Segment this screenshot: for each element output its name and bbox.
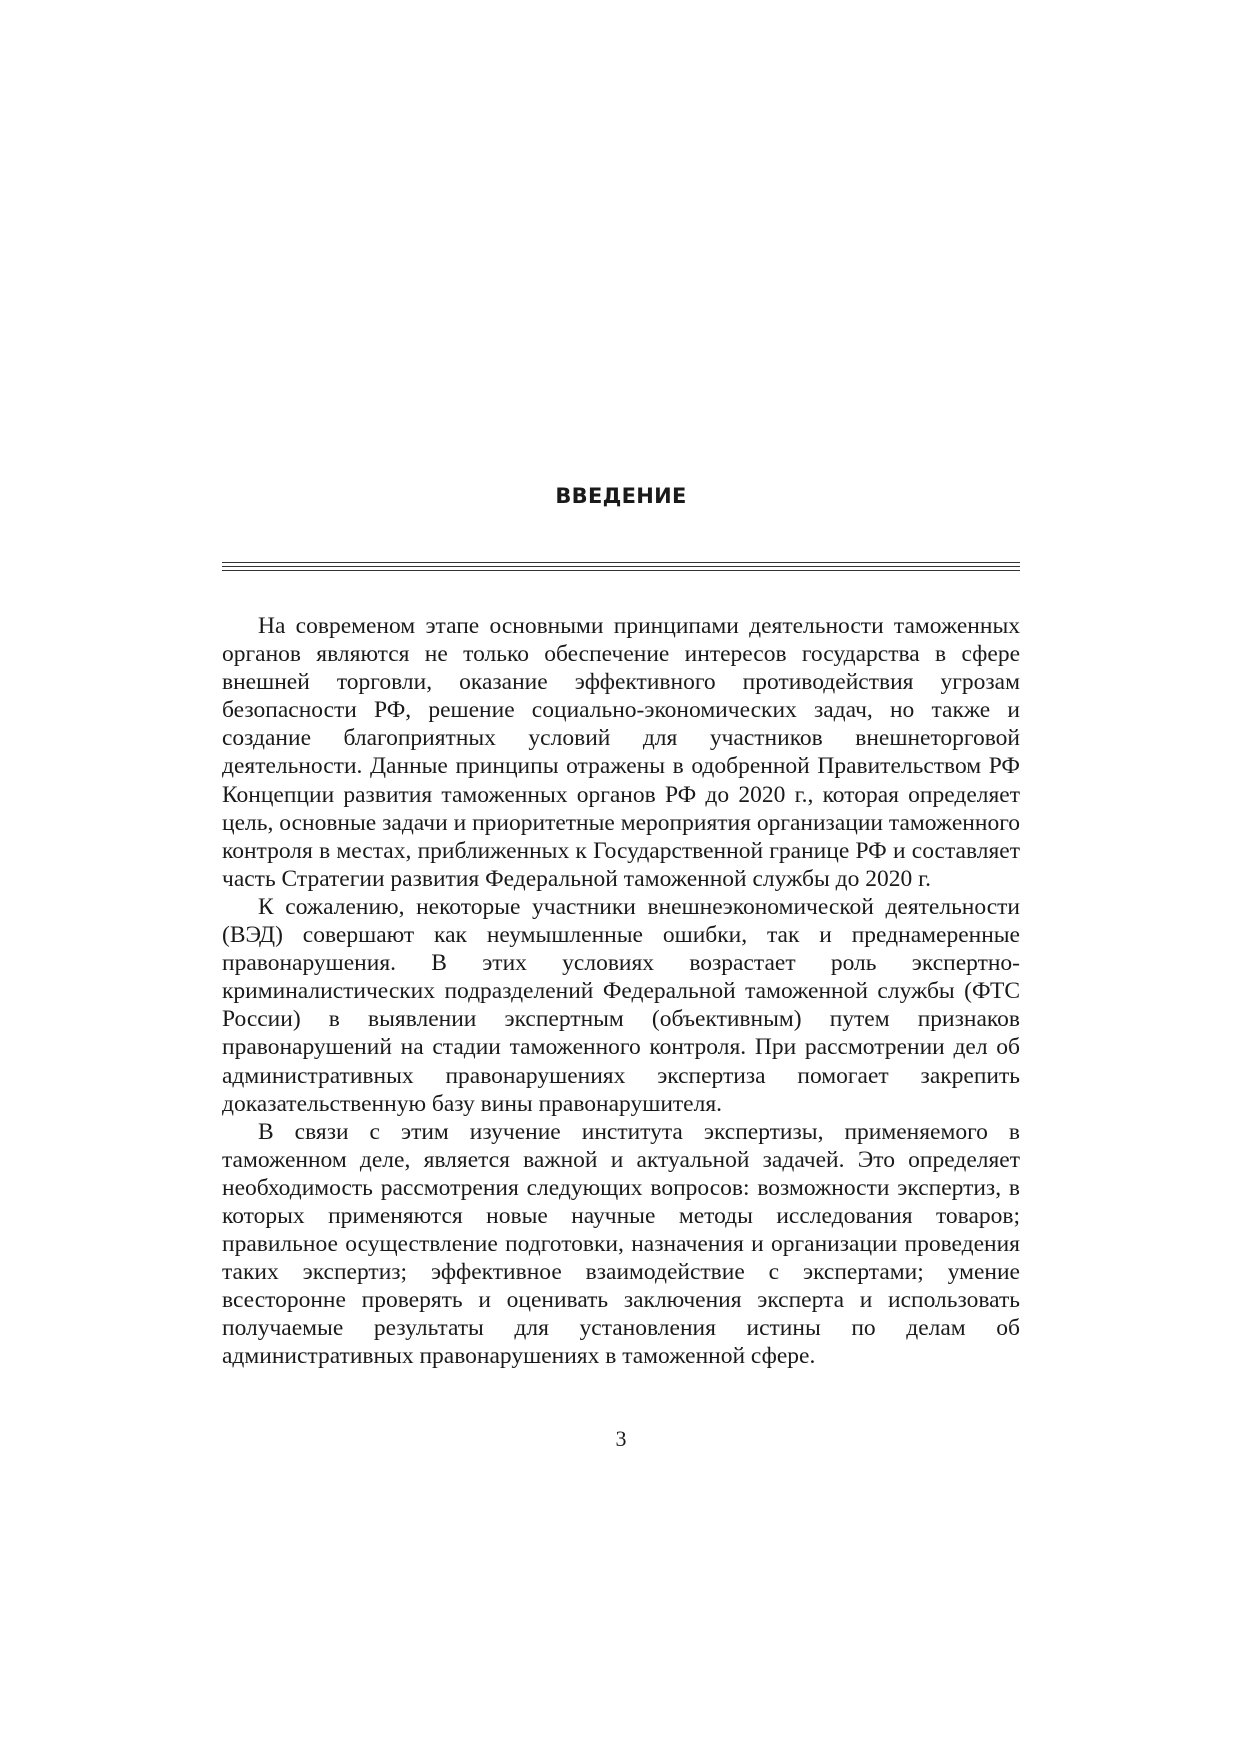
paragraph-2: К сожалению, некоторые участники внешнеэкономической деятельности (ВЭД) совершают как неумышленные ошибки, так и преднамеренные правонарушения. В этих условиях возрастает роль экспертно-криминалистических подразделений Федеральной таможенной службы (ФТС России) в выявлении экспертным (объективным) путем признаков правонарушений на стадии таможенного контроля. При рассмотрении дел об административных правонарушениях экспертиза помогает закрепить доказательственную базу вины правонарушителя. bbox=[222, 893, 1020, 1117]
chapter-heading: ВВЕДЕНИЕ bbox=[555, 484, 687, 508]
paragraph-1: На современом этапе основными принципами деятельности таможенных органов являются не только обеспечение интересов государства в сфере внешней торговли, оказание эффективного противодействия угрозам безопасности РФ, решение социально-экономических задач, но также и создание благоприятных условий для участников внешнеторговой деятельности. Данные принципы отражены в одобренной Правительством РФ Концепции развития таможенных органов РФ до 2020 г., которая определяет цель, основные задачи и приоритетные мероприятия организации таможенного контроля в местах, приближенных к Государственной границе РФ и составляет часть Стратегии развития Федеральной таможенной службы до 2020 г. bbox=[222, 613, 1020, 892]
heading-rule-top bbox=[222, 562, 1020, 563]
heading-rule-middle bbox=[222, 566, 1020, 567]
page-number: 3 bbox=[615, 1426, 627, 1451]
heading-rule-bottom bbox=[222, 570, 1020, 571]
body-text bbox=[222, 612, 1020, 1371]
paragraph-3: В связи с этим изучение института экспертизы, применяемого в таможенном деле, является важной и актуальной задачей. Это определяет необходимость рассмотрения следующих вопросов: возможности экспертиз, в которых применяются новые научные методы исследования товаров; правильное осуществление подготовки, назначения и организации проведения таких экспертиз; эффективное взаимодействие с экспертами; умение всесторонне проверять и оценивать заключения эксперта и использовать получаемые результаты для установления истины по делам об административных правонарушениях в таможенной сфере. bbox=[222, 1118, 1020, 1370]
